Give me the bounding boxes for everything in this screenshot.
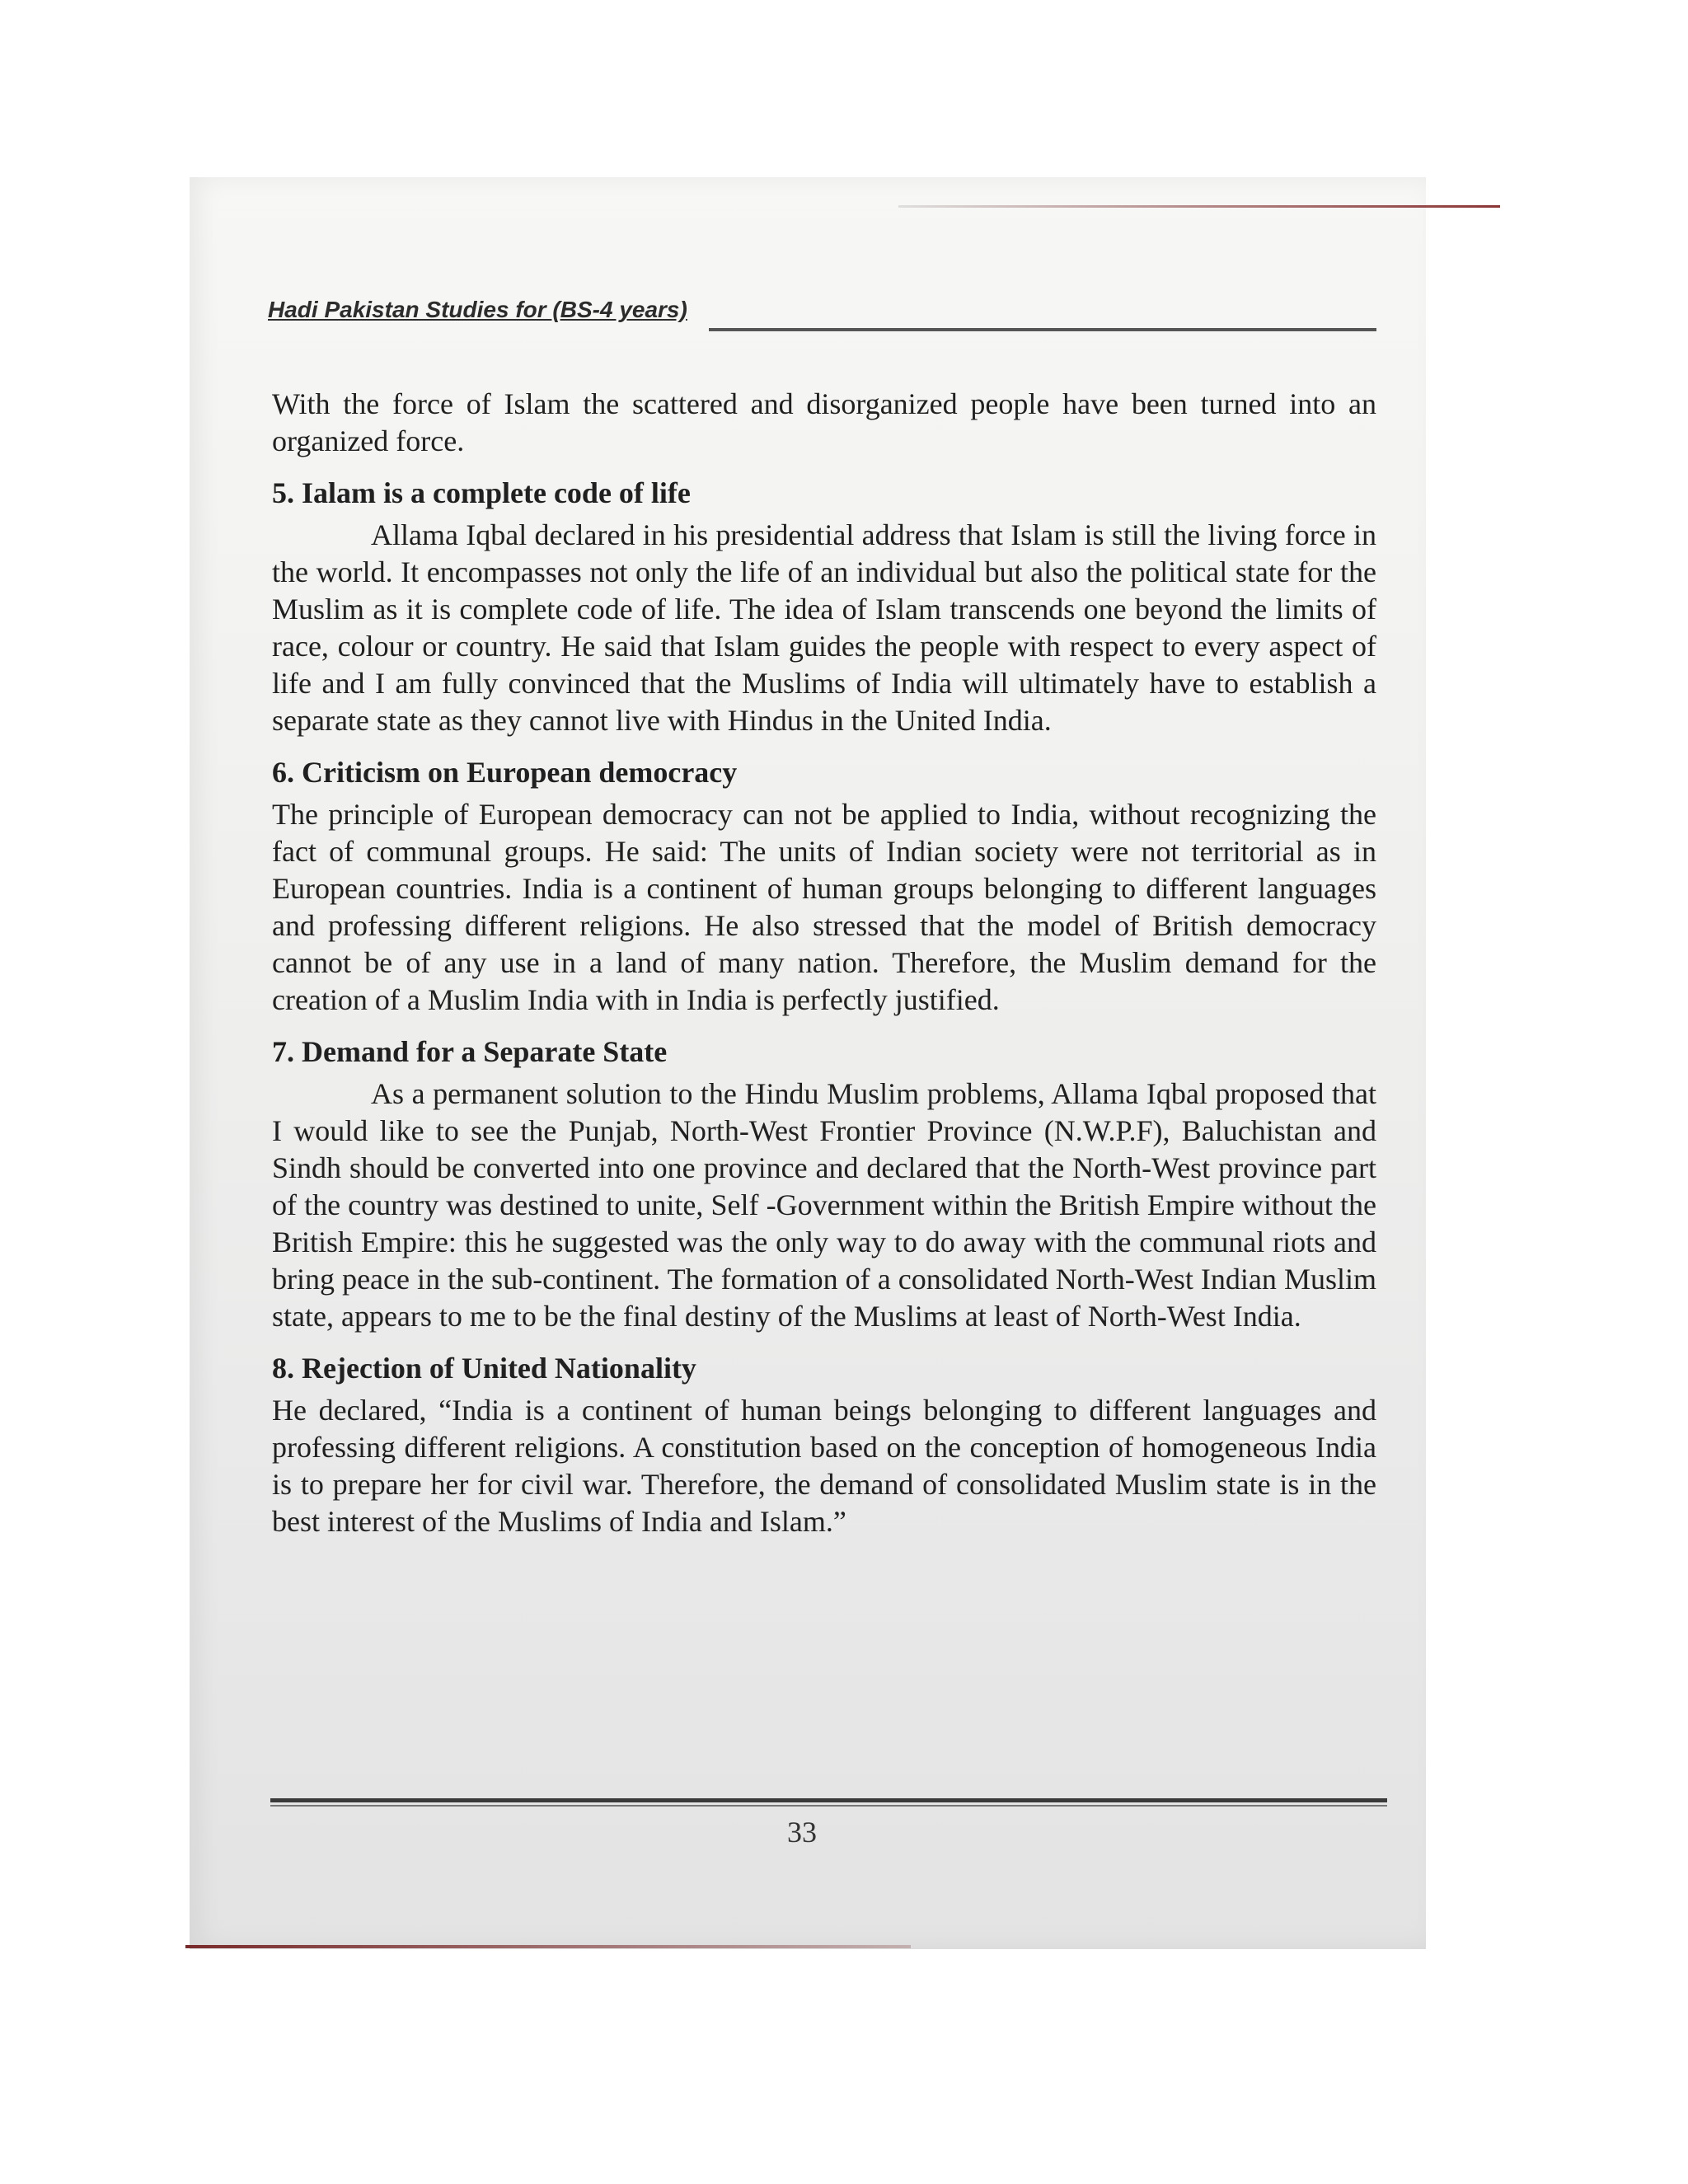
footer-rule — [270, 1798, 1387, 1802]
running-title: Hadi Pakistan Studies for (BS-4 years) — [268, 297, 687, 322]
footer-rule-thin — [270, 1805, 1387, 1807]
section-paragraph: The principle of European democracy can not be applied to India, without recognizing the fact of communal groups. He said: The units of Indian society were not territorial as in European countries. India is a continent of human groups belonging to different languages and professing different religions. He also stressed that the model of British democracy cannot be of any use in a land of many nation. Therefore, the Muslim demand for the creation of a Muslim India with in India is perfectly justified. — [272, 798, 1376, 1016]
section-heading: 7. Demand for a Separate State — [272, 1035, 668, 1068]
section-paragraph: Allama Iqbal declared in his presidential address that Islam is still the living force in the world. It encompasses not only the life of an individual but also the political state for the Muslim as it is complete code of life. The idea of Islam transcends one beyond the limits of race, colour or country. He said that Islam guides the people with respect to every aspect of life and I am fully convinced that the Muslims of India will ultimately have to establish a separate state as they cannot live with Hindus in the United India. — [272, 518, 1376, 737]
section-heading: 5. Ialam is a complete code of life — [272, 476, 691, 509]
section-heading: 6. Criticism on European democracy — [272, 756, 738, 789]
bottom-edge-line — [185, 1945, 911, 1948]
header-rule — [709, 328, 1376, 331]
intro-paragraph: With the force of Islam the scattered and disorganized people have been turned into an organized force. — [272, 387, 1376, 457]
section-paragraph: As a permanent solution to the Hindu Muslim problems, Allama Iqbal proposed that I would like to see the Punjab, North-West Frontier Province (N.W.P.F), Baluchistan and Sindh should be converted into one province and declared that the North-West province part of the country was destined to unite, Self -Government within the British Empire without the British Empire: this he suggested was the only way to do away with the communal riots and bring peace in the sub-continent. The formation of a consolidated North-West Indian Muslim state, appears to me to be the final destiny of the Muslims at least of North-West India. — [272, 1077, 1376, 1333]
section-paragraph: He declared, “India is a continent of human beings belonging to different languages and professing different religions. A constitution based on the conception of homogeneous India is to prepare her for civil war. Therefore, the demand of consolidated Muslim state is in the best interest of the Muslims of India and Islam.” — [272, 1394, 1376, 1538]
page-number: 33 — [787, 1816, 817, 1849]
section-heading: 8. Rejection of United Nationality — [272, 1352, 696, 1385]
page-content — [272, 386, 1376, 1540]
top-edge-line — [898, 205, 1500, 208]
